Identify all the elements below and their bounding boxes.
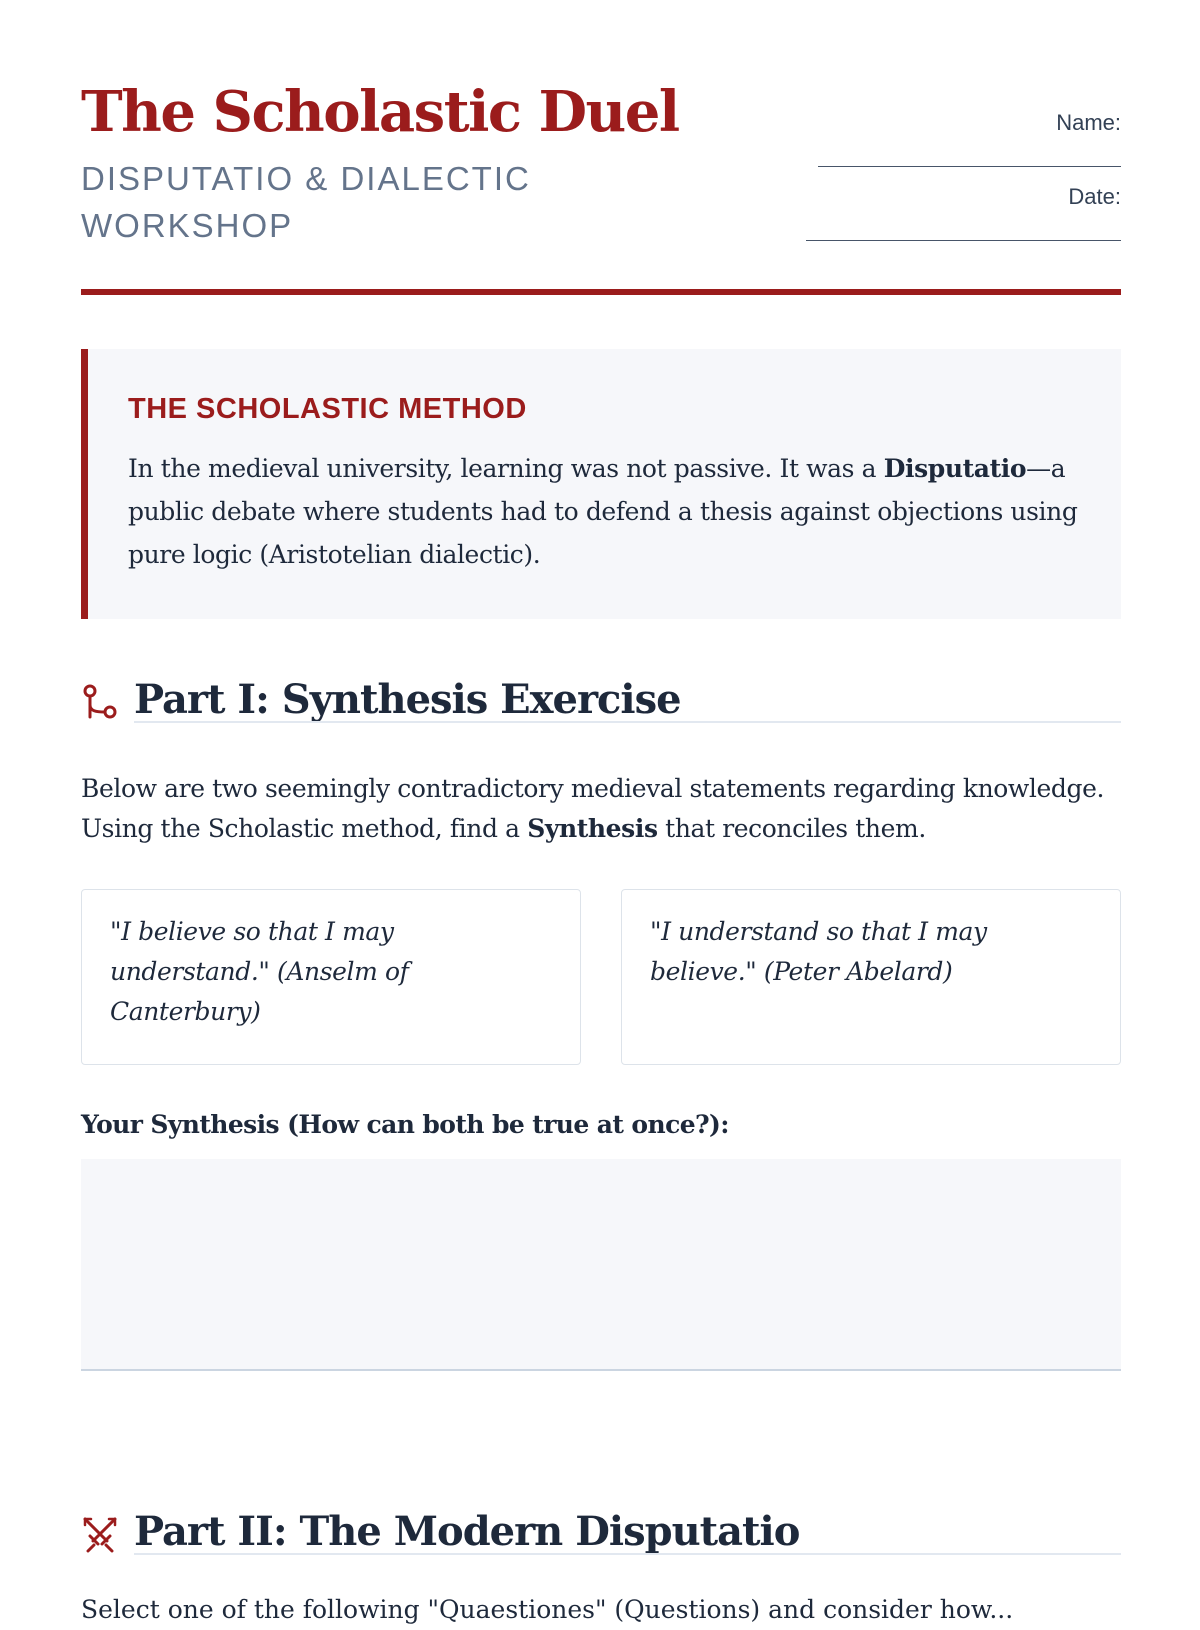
crossed-swords-icon [81,1515,119,1553]
part1-intro: Below are two seemingly contradictory medieval statements regarding knowledge. Using the Scholastic method, find a Synthesis that reconciles them. [81,774,1105,843]
name-field[interactable] [791,108,1121,182]
synthesis-prompt: Your Synthesis (How can both be true at once?): [81,1110,729,1139]
date-label: Date: [1068,184,1121,209]
part1-heading: Part I: Synthesis Exercise [134,676,681,723]
date-line[interactable] [806,240,1121,241]
part2-heading: Part II: The Modern Disputatio [134,1508,800,1555]
header-divider [81,289,1121,295]
name-line[interactable] [818,166,1121,167]
part1-rule [134,721,1121,723]
method-term: Disputatio [883,454,1027,483]
page-title: The Scholastic Duel [81,79,679,145]
quote-card-abelard: "I understand so that I may believe." (Peter Abelard) [621,889,1121,1065]
method-heading: THE SCHOLASTIC METHOD [128,393,527,425]
quote-card-anselm: "I believe so that I may understand." (Anselm of Canterbury) [81,889,581,1065]
synthesis-term: Synthesis [527,814,658,843]
part2-rule [134,1553,1121,1555]
synthesis-answer-area[interactable] [81,1159,1121,1371]
method-callout [81,349,1121,619]
page-subtitle: DISPUTATIO & DIALECTIC WORKSHOP [81,160,531,244]
method-text: In the medieval university, learning was not passive. It was a Disputatio—a public debate where students had to defend a thesis against objections using pure logic (Aristotelian dialectic). [128,454,1078,569]
worksheet-page [81,0,1121,1624]
name-label: Name: [1056,110,1121,135]
student-info [791,108,1121,256]
part2-intro: Select one of the following "Quaestiones" (Questions) and consider how... [81,1595,1014,1624]
branch-icon [81,683,119,721]
date-field[interactable] [791,182,1121,256]
